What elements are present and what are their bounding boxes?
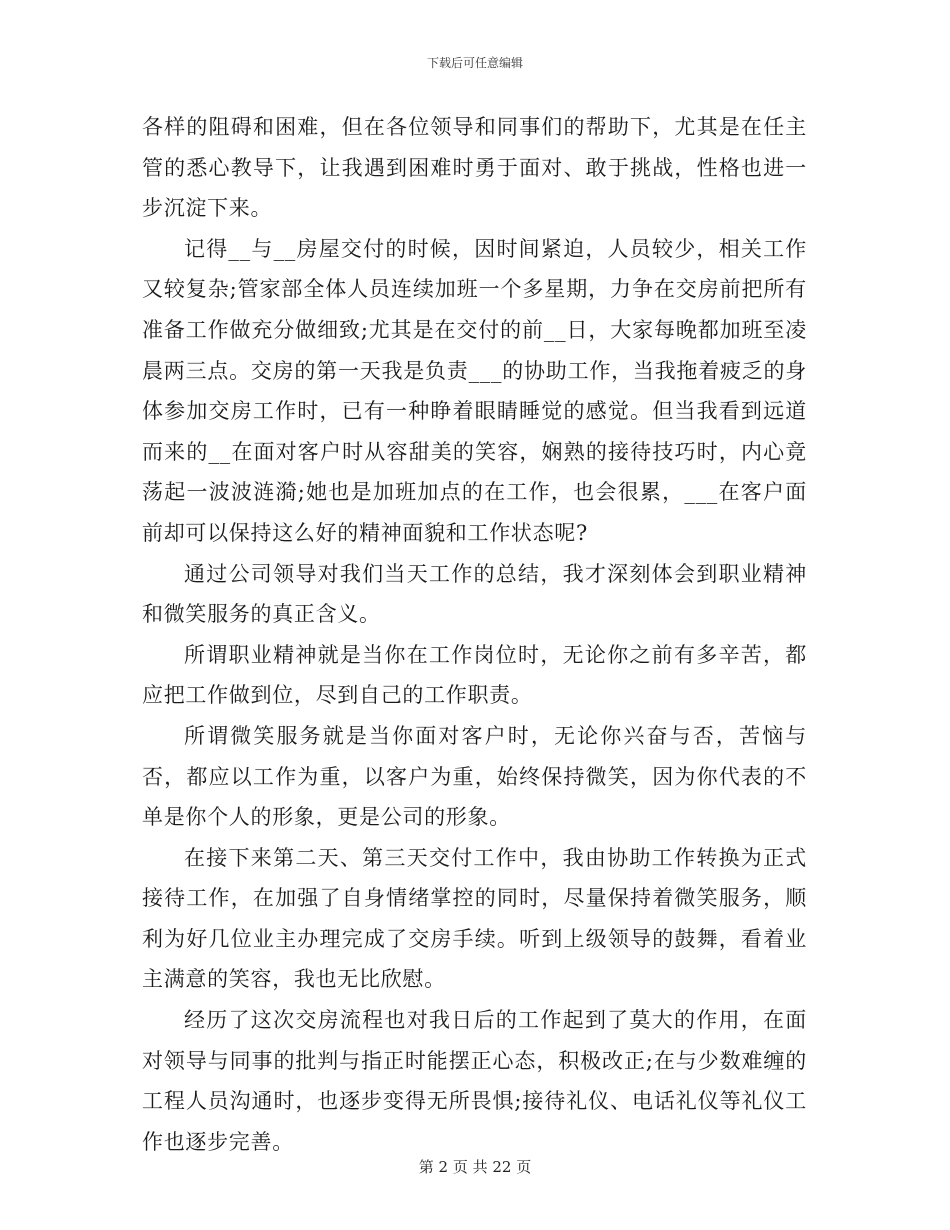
- paragraph-continued: 各样的阻碍和困难，但在各位领导和同事们的帮助下，尤其是在任主管的悉心教导下，让我遇到困难时勇于面对、敢于挑战，性格也进一步沉淀下来。: [142, 115, 807, 221]
- page-number: 第 2 页 共 22 页: [418, 1158, 532, 1176]
- document-body: [142, 107, 807, 1162]
- paragraph: 经历了这次交房流程也对我日后的工作起到了莫大的作用，在面对领导与同事的批判与指正时能摆正心态，积极改正;在与少数难缠的工程人员沟通时，也逐步变得无所畏惧;接待礼仪、电话礼仪等礼仪工作也逐步完善。: [142, 1008, 807, 1154]
- paragraph: 通过公司领导对我们当天工作的总结，我才深刻体会到职业精神和微笑服务的真正含义。: [142, 561, 807, 627]
- page-header: 下载后可任意编辑: [426, 56, 523, 70]
- paragraph: 所谓职业精神就是当你在工作岗位时，无论你之前有多辛苦，都应把工作做到位，尽到自己的工作职责。: [142, 642, 807, 708]
- paragraph: 记得__与__房屋交付的时候，因时间紧迫，人员较少，相关工作又较复杂;管家部全体人员连续加班一个多星期，力争在交房前把所有准备工作做充分做细致;尤其是在交付的前__日，大家每晚都加班至凌晨两三点。交房的第一天我是负责___的协助工作，当我拖着疲乏的身体参加交房工作时，已有一种睁着眼睛睡觉的感觉。但当我看到远道而来的__在面对客户时从容甜美的笑容，娴熟的接待技巧时，内心竟荡起一波波涟漪;她也是加班加点的在工作，也会很累，___在客户面前却可以保持这么好的精神面貌和工作状态呢?: [142, 236, 807, 545]
- paragraph: 在接下来第二天、第三天交付工作中，我由协助工作转换为正式接待工作，在加强了自身情绪掌控的同时，尽量保持着微笑服务，顺利为好几位业主办理完成了交房手续。听到上级领导的鼓舞，看着业主满意的笑容，我也无比欣慰。: [142, 845, 807, 992]
- paragraph: 所谓微笑服务就是当你面对客户时，无论你兴奋与否，苦恼与否，都应以工作为重，以客户为重，始终保持微笑，因为你代表的不单是你个人的形象，更是公司的形象。: [142, 723, 807, 830]
